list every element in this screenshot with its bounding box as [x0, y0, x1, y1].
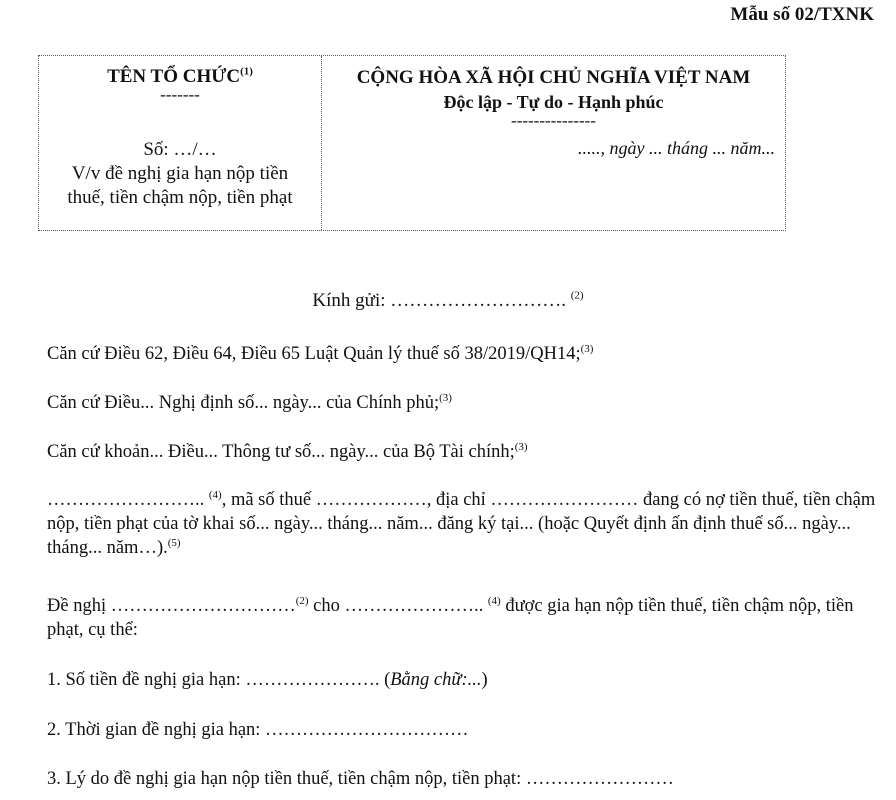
- item-amount-words: Bằng chữ:...: [390, 670, 482, 690]
- footnote-ref: (3): [514, 440, 528, 453]
- recipient-label: Kính gửi: ……………………….: [312, 290, 571, 311]
- nation-title: CỘNG HÒA XÃ HỘI CHỦ NGHĨA VIỆT NAM: [356, 67, 751, 88]
- footnote-ref: (5): [167, 536, 181, 549]
- organization-column: [39, 56, 322, 230]
- header-box: [38, 55, 786, 231]
- nation-motto: Độc lập - Tự do - Hạnh phúc: [443, 92, 664, 112]
- footnote-ref: (2): [570, 289, 584, 302]
- item-amount-label: 1. Số tiền đề nghị gia hạn: …………………. (: [47, 670, 391, 690]
- footnote-ref: (2): [295, 594, 309, 607]
- footnote-ref: (4): [487, 594, 501, 607]
- request-paragraph: [47, 594, 876, 642]
- debt-paragraph: [47, 488, 876, 560]
- debt-text: , mã số thuế ………………, địa chỉ …………………… đang có nợ tiền thuế, tiền chậm nộp, tiền phạt của tờ khai số... ngày... tháng... năm... đăng ký tại... (hoặc Quyết định ấn định thuế số... ngày... tháng... năm…).: [47, 490, 876, 558]
- request-text: cho …………………..: [308, 596, 488, 616]
- item-amount: [47, 668, 876, 692]
- nation-divider: ---------------: [511, 111, 596, 130]
- nation-column: [322, 56, 785, 230]
- item-amount-close: ): [481, 670, 488, 690]
- legal-basis-2: [47, 391, 876, 415]
- debt-text: ……………………..: [47, 490, 209, 510]
- organization-name-text: TÊN TỔ CHỨC: [107, 66, 241, 87]
- recipient-line: [0, 290, 896, 312]
- footnote-ref: (3): [439, 391, 452, 404]
- legal-basis-text: Căn cứ Điều... Nghị định số... ngày... của Chính phủ;: [47, 393, 440, 413]
- item-reason: 3. Lý do đề nghị gia hạn nộp tiền thuế, tiền chậm nộp, tiền phạt: ……………………: [47, 769, 674, 789]
- subject-line-1: V/v đề nghị gia hạn nộp tiền: [71, 163, 289, 184]
- item-duration: 2. Thời gian đề nghị gia hạn: ……………………………: [47, 720, 469, 740]
- legal-basis-1: [47, 342, 876, 366]
- form-code: Mẫu số 02/TXNK: [730, 4, 874, 25]
- date-line: ....., ngày ... tháng ... năm...: [578, 138, 775, 158]
- footnote-ref: (1): [240, 65, 253, 78]
- subject-line-2: thuế, tiền chậm nộp, tiền phạt: [67, 187, 293, 208]
- legal-basis-text: Căn cứ khoản... Điều... Thông tư số... ngày... của Bộ Tài chính;: [47, 442, 515, 462]
- request-text: được gia hạn nộp tiền thuế, tiền chậm nộp, tiền phạt, cụ thể:: [47, 596, 854, 640]
- document-number: Số: …/…: [143, 139, 217, 160]
- legal-basis-3: [47, 440, 876, 464]
- legal-basis-text: Căn cứ Điều 62, Điều 64, Điều 65 Luật Quản lý thuế số 38/2019/QH14;: [47, 344, 581, 364]
- organization-divider: -------: [160, 85, 200, 104]
- footnote-ref: (3): [580, 342, 594, 355]
- footnote-ref: (4): [208, 488, 222, 501]
- request-text: Đề nghị …………………………: [47, 596, 296, 616]
